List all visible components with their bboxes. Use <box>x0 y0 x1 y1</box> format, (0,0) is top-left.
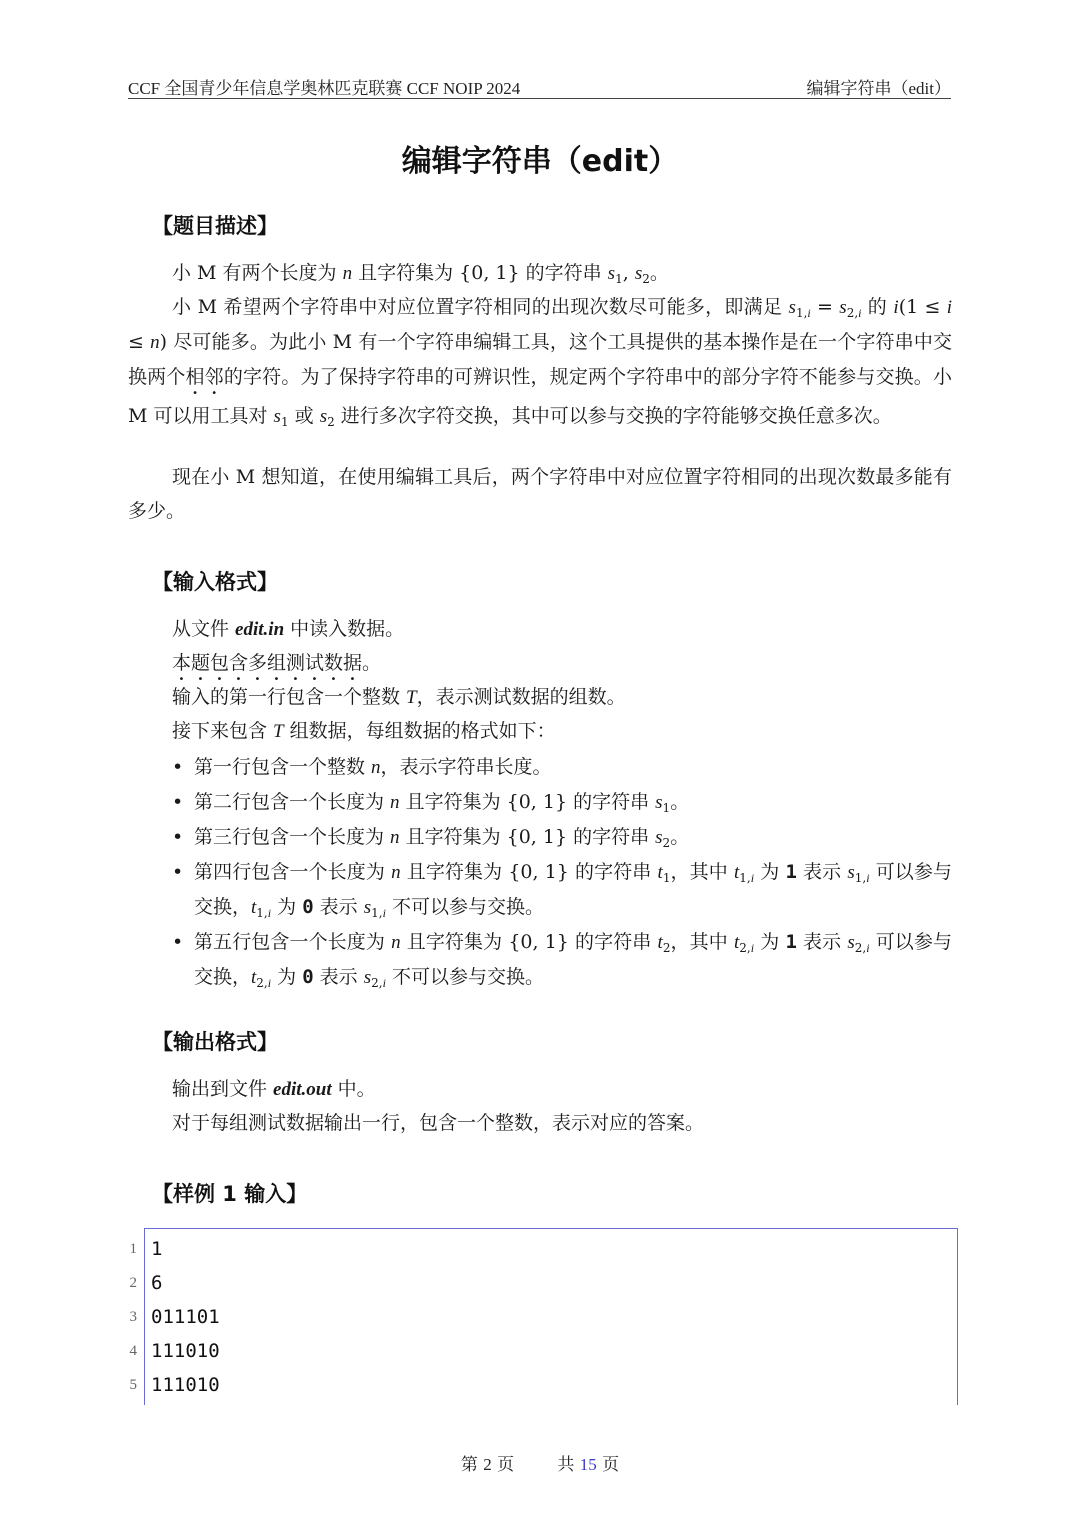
code-line <box>129 1371 957 1405</box>
problem-title: 编辑字符串（edit） <box>401 144 679 179</box>
output-filename: edit.out <box>273 1079 332 1100</box>
footer-page-label-start: 第 <box>460 1455 478 1475</box>
description-paragraph-2: 小 M 希望两个字符串中对应位置字符相同的出现次数尽可能多，即满足 $s_{1,i} = s_{2,i}$ 的 i(1 ≤ i ≤ n) 尽可能多。为此小 M 有一个字符串编辑工具，这个工具提供的基本操作是在一个字符串中交换两个相邻的字符。为了保持字符串的可辨识性，规定两个字符串中的部分字符不能参与交换。小 M 可以用工具对 $s_1$ 或 $s_2$ 进行多次字符交换，其中可以参与交换的字符能够交换任意多次。 <box>128 296 953 429</box>
footer-page-label-end: 页 <box>497 1455 515 1475</box>
section-heading-output: 【输出格式】 <box>152 1030 278 1054</box>
description-paragraph-3: 现在小 M 想知道，在使用编辑工具后，两个字符串中对应位置字符相同的出现次数最多能有多少。 <box>128 466 952 522</box>
input-line-first: 输入的第一行包含一个整数 T，表示测试数据的组数。 <box>172 686 626 708</box>
code-text: 111010 <box>151 1374 220 1396</box>
line-number: 1 <box>129 1241 137 1257</box>
list-item: • 第一行包含一个整数 n，表示字符串长度。 <box>172 750 952 785</box>
line-number: 4 <box>129 1343 137 1359</box>
code-line <box>129 1303 957 1337</box>
header-contest-title: CCF 全国青少年信息学奥林匹克联赛 CCF NOIP 2024 <box>128 79 521 98</box>
list-item: • 第三行包含一个长度为 n 且字符集为 {0, 1} 的字符串 $s_2$。 <box>172 820 952 855</box>
section-heading-sample-input: 【样例 1 输入】 <box>152 1182 308 1206</box>
line-number: 3 <box>129 1309 137 1325</box>
code-line <box>129 1235 957 1269</box>
code-line <box>129 1269 957 1303</box>
input-line-file: 从文件 edit.in 中读入数据。 <box>172 618 405 640</box>
page-footer <box>0 1450 1080 1475</box>
list-item: • 第二行包含一个长度为 n 且字符集为 {0, 1} 的字符串 $s_1$。 <box>172 785 952 820</box>
section-heading-input: 【输入格式】 <box>152 570 278 594</box>
code-line <box>129 1337 957 1371</box>
input-filename: edit.in <box>235 619 285 640</box>
header-problem-title: 编辑字符串（edit） <box>806 79 951 98</box>
output-line-desc: 对于每组测试数据输出一行，包含一个整数，表示对应的答案。 <box>172 1112 705 1134</box>
section-heading-description: 【题目描述】 <box>152 214 278 238</box>
input-format-list <box>172 750 952 995</box>
footer-total-label-end: 页 <box>602 1455 620 1475</box>
total-pages-link[interactable]: 15 <box>579 1455 597 1474</box>
page-number: 2 <box>483 1455 492 1474</box>
list-item: • 第四行包含一个长度为 n 且字符集为 {0, 1} 的字符串 $t_1$，其中 $t_{1,i}$ 为 1 表示 $s_{1,i}$ 可以参与交换，$t_{1,i}$ 为 0 表示 $s_{1,i}$ 不可以参与交换。 <box>172 855 952 925</box>
code-text: 111010 <box>151 1340 220 1362</box>
input-line-multitest: 本题包含多组测试数据。 <box>172 652 382 674</box>
line-number: 5 <box>129 1377 137 1393</box>
list-item: • 第五行包含一个长度为 n 且字符集为 {0, 1} 的字符串 $t_2$，其中 $t_{2,i}$ 为 1 表示 $s_{2,i}$ 可以参与交换，$t_{2,i}$ 为 0 表示 $s_{2,i}$ 不可以参与交换。 <box>172 925 952 995</box>
code-text: 6 <box>151 1272 163 1294</box>
footer-total-label-start: 共 <box>557 1455 575 1475</box>
output-line-file: 输出到文件 edit.out 中。 <box>172 1078 376 1100</box>
line-number: 2 <box>129 1275 137 1291</box>
input-line-next: 接下来包含 T 组数据，每组数据的格式如下： <box>172 720 556 742</box>
description-paragraph-1: 小 M 有两个长度为 n 且字符集为 {0, 1} 的字符串 $s_1$, $s_2$。 <box>172 262 669 286</box>
sample-input-code-block <box>129 1228 958 1405</box>
code-text: 011101 <box>151 1306 220 1328</box>
running-header <box>128 72 951 99</box>
code-text: 1 <box>151 1238 163 1260</box>
